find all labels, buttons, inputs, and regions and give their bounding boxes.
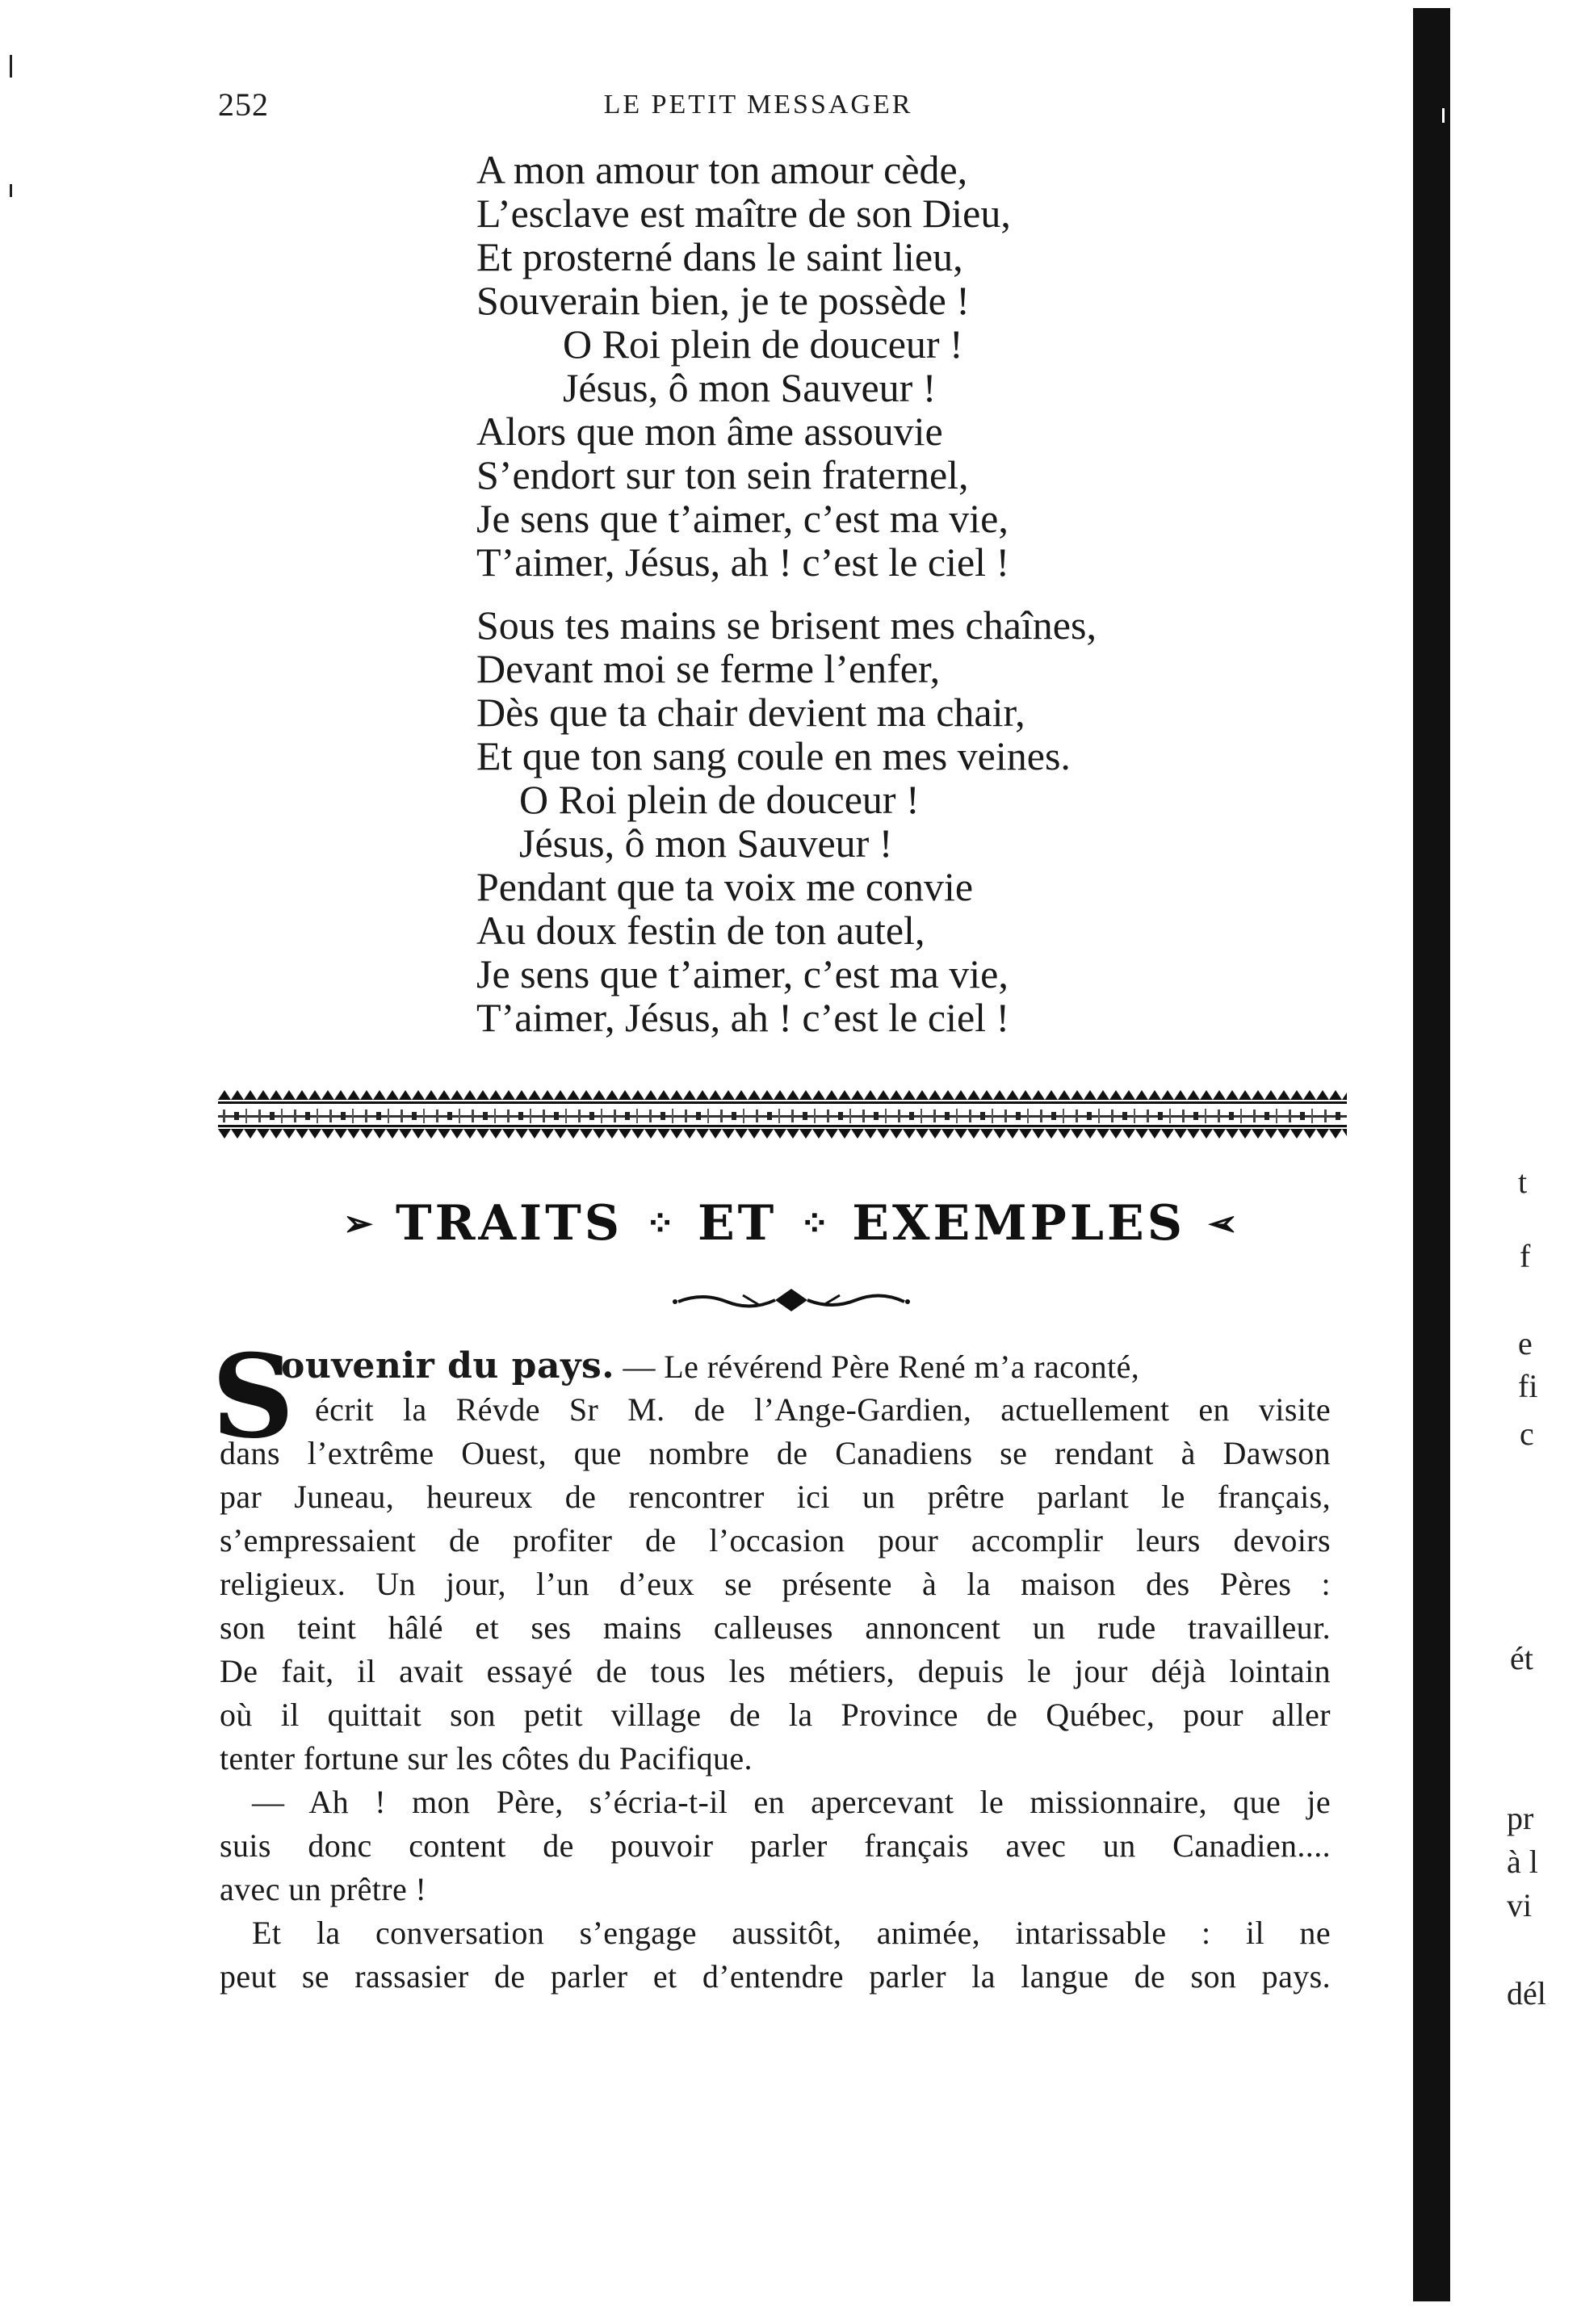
flourish-ornament-icon [670,1284,912,1316]
binding-shadow-bar [1413,8,1450,2301]
poem-line: Pendant que ta voix me convie [476,864,974,909]
poem-line: Et prosterné dans le saint lieu, [476,234,963,279]
section-title-word: ET [697,1195,778,1252]
article-line: son teint hâlé et ses mains calleuses annoncent un rude travailleur. [220,1609,1331,1646]
running-title-text: LE PETIT MESSAGER [603,90,913,120]
poem-line: O Roi plein de douceur ! [563,321,963,367]
article-line: peut se rassasier de parler et d’entendre parler la langue de son pays. [220,1958,1331,1995]
poem-line: Souverain bien, je te possède ! [476,278,970,323]
poem-line: Dès que ta chair devient ma chair, [476,690,1025,735]
poem-line: L’esclave est maître de son Dieu, [476,191,1011,236]
poem-line: Jésus, ô mon Sauveur ! [563,365,937,410]
poem-line: Et que ton sang coule en mes veines. [476,733,1071,778]
article-line: tenter fortune sur les côtes du Pacifique. [220,1740,753,1777]
poem-line: Au doux festin de ton autel, [476,908,925,953]
article-line: religieux. Un jour, l’un d’eux se présente à la maison des Pères : [220,1566,1331,1602]
section-title-word: EXEMPLES [852,1195,1186,1252]
left-arrow-ornament-icon: ➢ [343,1203,373,1244]
margin-bleed-text: e [1518,1325,1533,1361]
article-line: où il quittait son petit village de la Province de Québec, pour aller [220,1697,1331,1733]
poem-line: Devant moi se ferme l’enfer, [476,646,941,691]
poem-line: O Roi plein de douceur ! [519,777,920,822]
diamond-dots-icon: ⁘ [799,1203,830,1244]
section-title-word: TRAITS [395,1195,623,1252]
poem-line: A mon amour ton amour cède, [476,147,968,192]
margin-bleed-text: dél [1507,1975,1546,2011]
right-arrow-ornament-icon: ➢ [1208,1203,1238,1244]
article-line: Et la conversation s’engage aussitôt, animée, intarissable : il ne [252,1915,1331,1951]
drop-cap: S [212,1330,295,1464]
poem-line: S’endort sur ton sein fraternel, [476,452,969,497]
poem-line: Alors que mon âme assouvie [476,409,943,454]
article-line: — Le révérend Père René m’a raconté, [614,1349,1140,1385]
article-lead: ouvenir du pays. [281,1345,615,1386]
article-line: suis donc content de pouvoir parler français avec un Canadien.... [220,1827,1331,1864]
article-line-first [281,1346,1331,1386]
margin-bleed-text: vi [1507,1887,1533,1923]
poem-line: T’aimer, Jésus, ah ! c’est le ciel ! [476,995,1010,1040]
article-line: dans l’extrême Ouest, que nombre de Canadiens se rendant à Dawson [220,1435,1331,1471]
running-title [0,81,1581,129]
margin-bleed-text: fi [1518,1368,1538,1404]
article-line: — Ah ! mon Père, s’écria-t-il en apercevant le missionnaire, que je [252,1784,1331,1820]
margin-bleed-text: ét [1510,1640,1533,1676]
poem-line: Sous tes mains se brisent mes chaînes, [476,602,1097,648]
margin-bleed-text: à l [1507,1844,1538,1880]
edge-mark [10,55,12,78]
poem-line: Jésus, ô mon Sauveur ! [519,820,893,866]
article-line: De fait, il avait essayé de tous les métiers, depuis le jour déjà lointain [220,1653,1331,1689]
margin-bleed-text: t [1518,1164,1528,1200]
poem-line: Je sens que t’aimer, c’est ma vie, [476,951,1009,996]
edge-mark [10,184,12,197]
poem-line: Je sens que t’aimer, c’est ma vie, [476,496,1009,541]
margin-bleed-text: c [1520,1416,1534,1452]
article-line: s’empressaient de profiter de l’occasion pour accomplir leurs devoirs [220,1522,1331,1558]
margin-bleed-text: pr [1507,1800,1534,1836]
diamond-dots-icon: ⁘ [645,1203,675,1244]
section-title [0,1187,1581,1260]
margin-bleed-text: f [1520,1238,1531,1274]
bar-mark [1442,108,1445,123]
article-line: écrit la Révde Sr M. de l’Ange-Gardien, actuellement en visite [315,1391,1331,1428]
article-line: avec un prêtre ! [220,1871,427,1907]
page-number: 252 [218,86,269,123]
article-line: par Juneau, heureux de rencontrer ici un prêtre parlant le français, [220,1479,1331,1515]
ornamental-band [218,1090,1347,1140]
poem-line: T’aimer, Jésus, ah ! c’est le ciel ! [476,539,1010,585]
